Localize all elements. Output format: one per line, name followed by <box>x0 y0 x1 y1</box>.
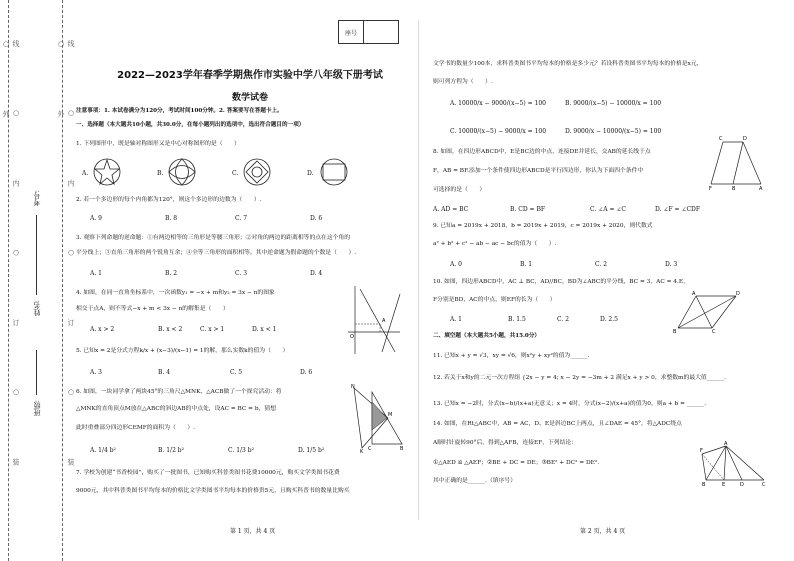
q4-opt-b: B. x < 2 <box>158 326 183 333</box>
q3-text-line2: 平分线上；③直角三角形的两个锐角互余；④全等三角形的面积相等。其中逆命题为假命题的个数是（ ）. <box>76 250 357 256</box>
svg-text:B: B <box>673 329 677 334</box>
q9-opt-d: D. 3 <box>665 261 678 268</box>
q2-opt-b: B. 8 <box>165 215 178 222</box>
q1-opt-c: C. <box>232 170 239 177</box>
q6-opt-c: C. 1/3 b² <box>228 447 255 454</box>
name-label: 姓名: <box>33 300 41 317</box>
q10-opt-d: D. 2.5 <box>600 316 618 323</box>
footer-page-1: 第 1 页，共 4 页 <box>230 528 276 535</box>
section-choice-header: 一、选择题（本大题共10小题，共30.0分，在每小题列出的选项中，选出符合题目的一项） <box>76 122 305 128</box>
q10-opt-a: A. 1 <box>450 316 462 323</box>
q3-opt-a: A. 1 <box>90 270 102 277</box>
q14-text-line4: 其中正确的是______.（填序号） <box>433 478 516 484</box>
q7-opt-d: D. 9000/x − 10000/(x−5) = 100 <box>565 128 662 135</box>
svg-text:C: C <box>762 482 766 486</box>
q7-text-line1: 7. 学校为创建“书香校园”，购买了一批图书，已知购买科普类图书花费10000元，购买文学类图书花费 <box>76 470 340 476</box>
q1-figure-b-circle <box>167 157 197 187</box>
q1-figure-c-circle <box>242 157 272 187</box>
page-divider <box>418 20 419 520</box>
q8-text-line1: 8. 如图，在四边形ABCD中，E是BC边的中点，连接DE并延长，交AB的延长线于点 <box>433 149 651 155</box>
q8-quadrilateral-figure <box>705 134 767 192</box>
svg-text:C: C <box>719 136 723 142</box>
q1-opt-a: A. <box>82 170 89 177</box>
svg-text:F: F <box>700 448 703 454</box>
seat-label: 座号 <box>339 21 364 44</box>
svg-text:A: A <box>692 291 696 297</box>
q8-opt-a: A. AD = BC <box>433 206 469 213</box>
seat-number-box <box>338 20 399 44</box>
q7-text-line3: 文学书的数量少100本，求科普类图书平均每本的价格是多少元？若设科普类图书平均每本的价格是x元， <box>433 61 703 67</box>
q3-opt-b: B. 2 <box>165 270 178 277</box>
q9-opt-a: A. 0 <box>450 261 462 268</box>
name-blank <box>36 250 37 295</box>
q4-graph-figure <box>340 284 402 356</box>
q1-figure-d-rect <box>317 157 351 187</box>
q8-text-line3: 可选择的是（ ） <box>433 187 486 193</box>
footer-page-2: 第 2 页，共 4 页 <box>580 528 626 535</box>
svg-text:D: D <box>743 136 747 142</box>
q7-text-line2: 9000元，其中科普类图书平均每本的价格比文学类图书平均每本的价格贵5元，且购买科普书的数量比购买 <box>76 488 350 494</box>
exam-no-label: 考号: <box>33 190 41 207</box>
q2-opt-a: A. 9 <box>90 215 102 222</box>
svg-text:A: A <box>759 186 763 192</box>
svg-text:M: M <box>388 412 393 418</box>
q10-opt-c: C. 2 <box>557 316 570 323</box>
q9-text-line1: 9. 已知a = 2019x + 2018，b = 2019x + 2019，c = 2019x + 2020，则代数式 <box>433 223 653 229</box>
q1-text: 1. 下列图形中，既是轴对称图形又是中心对称图形的是（ ） <box>76 141 240 147</box>
svg-text:O: O <box>350 334 354 340</box>
class-blank <box>36 350 37 395</box>
q4-text-line2: 相交于点A，则不等式−x + m < 3x − n的解集是（ ） <box>76 306 229 312</box>
svg-text:A: A <box>724 441 728 447</box>
svg-text:D: D <box>740 482 744 486</box>
q7-opt-c: C. 10000/(x−5) − 9000/x = 100 <box>450 128 547 135</box>
q6-text-line2: △MNK的直角顶点M放在△ABC的斜边AB的中点处，设AC = BC = b，猜想 <box>76 406 276 412</box>
q9-opt-b: B. 1 <box>520 261 533 268</box>
exam-title: 2022—2023学年春季学期焦作市实验中学八年级下册考试 <box>117 70 383 81</box>
q8-opt-c: C. ∠A = ∠C <box>590 206 627 213</box>
svg-text:B: B <box>400 446 404 452</box>
q10-text-line1: 10. 如图，四边形ABCD中，AC ⊥ BC，AD//BC，BD为∠ABC的平分线，BC = 3，AC = 4.E， <box>433 279 689 285</box>
svg-text:E: E <box>722 482 726 486</box>
q2-opt-d: D. 6 <box>310 215 323 222</box>
q9-opt-c: C. 2 <box>595 261 608 268</box>
notice: 注意事项：1. 本试卷满分为120分，考试时间100分钟。2. 答案要写在答题卡上。 <box>76 108 283 114</box>
q2-text: 2. 若一个多边形的每个内角都为120°，则这个多边形的边数为（ ）. <box>76 197 262 203</box>
q5-text: 5. 已知x = 2是分式方程k/x + (x−3)/(x−1) = 1的解，那么实数k的值为（ ） <box>76 348 289 354</box>
q8-opt-d: D. ∠F = ∠CDF <box>655 206 701 213</box>
svg-text:F: F <box>709 186 712 192</box>
q4-opt-c: C. x > 1 <box>200 326 225 333</box>
q5-opt-a: A. 3 <box>90 369 102 376</box>
q14-triangle-figure <box>700 440 770 486</box>
q3-opt-d: D. 4 <box>310 270 323 277</box>
q4-opt-a: A. x > 2 <box>90 326 115 333</box>
q10-text-line2: F分别是BD，AC的中点，则EF的长为（ ） <box>433 297 556 303</box>
svg-text:B: B <box>702 482 706 486</box>
q7-opt-b: B. 9000/(x−5) − 10000/x = 100 <box>565 100 662 107</box>
q5-opt-c: C. 5 <box>230 369 243 376</box>
svg-text:C: C <box>368 446 372 452</box>
svg-text:N: N <box>351 384 355 390</box>
inner-binding-text: 线 ○ 内 ○ 订 ○ 装 ○ 外 <box>57 40 75 496</box>
q7-opt-a: A. 10000/x − 9000/(x−5) = 100 <box>450 100 546 107</box>
q12-text: 12. 若关于x和y的二元一次方程组 {2x − y = 4; x − 2y = −3m + 2 满足x + y > 0，求整数m的最大值______. <box>433 375 726 381</box>
q5-opt-d: D. 6 <box>300 369 313 376</box>
q3-text-line1: 3. 观察下列命题的逆命题：①有两边相等的三角形是等腰三角形；②对角的两边的距离相等的点在这个角的 <box>76 235 351 241</box>
q6-opt-b: B. 1/2 b² <box>158 447 185 454</box>
q9-text-line2: a² + b² + c² − ab − ac − bc的值为（ ）. <box>433 241 557 247</box>
q7-text-line4: 则可列方程为（ ）. <box>433 79 493 85</box>
q13-text: 13. 已知x = −2时，分式(x−b)/(x+a)无意义；x = 4时，分式(x−2)/(x+a)的值为0，则a + b = ______. <box>433 401 707 407</box>
svg-text:A: A <box>382 318 386 324</box>
q2-opt-c: C. 7 <box>235 215 248 222</box>
outer-binding-text: 线 ○ 内 ○ 订 ○ 装 ○ 外 <box>2 40 20 496</box>
q6-triangles-figure <box>350 382 406 454</box>
q6-opt-d: D. 1/5 b² <box>298 447 325 454</box>
section-fill-header: 二、填空题（本大题共5小题，共15.0分） <box>433 333 541 339</box>
q4-text-line1: 4. 如图，在同一直角坐标系中，一次函数y₁ = −x + m和y₂ = 3x − n的图象 <box>76 290 275 296</box>
q5-opt-b: B. 4 <box>158 369 171 376</box>
q14-text-line3: ①△AED ≌ △AEF；②BE + DC = DE；③BE² + DC² = DE². <box>433 460 600 466</box>
q14-text-line1: 14. 如图，在Rt△ABC中，AB = AC，D、E是斜边BC上两点，且∠DAE = 45°，将△ADC绕点 <box>433 421 682 427</box>
q8-opt-b: B. CD = BF <box>510 206 546 213</box>
q11-text: 11. 已知x + y = √3，xy = √6，则x²y + xy²的值为______. <box>433 353 590 359</box>
q1-opt-d: D. <box>307 170 314 177</box>
seat-blank[interactable] <box>364 21 399 44</box>
q6-opt-a: A. 1/4 b² <box>90 447 116 454</box>
exam-subtitle: 数学试卷 <box>231 93 268 103</box>
svg-text:B: B <box>732 186 736 192</box>
svg-text:D: D <box>736 291 740 297</box>
q14-text-line2: A顺时针旋转90°后，得到△AFB，连接EF，下列结论： <box>433 440 577 446</box>
svg-text:C: C <box>712 329 716 334</box>
q6-text-line3: 此时重叠部分四边形CEMF的面积为（ ）. <box>76 425 196 431</box>
q8-text-line2: F，AB = BF.添加一个条件使四边形ABCD是平行四边形，你认为下面四个条件中 <box>433 168 644 174</box>
class-label: 班级: <box>33 400 41 417</box>
q1-opt-b: B. <box>157 170 164 177</box>
q10-opt-b: B. 1.5 <box>508 316 526 323</box>
q1-figure-a-star <box>92 157 122 187</box>
q4-opt-d: D. x < 1 <box>252 326 277 333</box>
q3-opt-c: C. 3 <box>235 270 248 277</box>
svg-text:K: K <box>360 449 364 454</box>
q10-quadrilateral-figure <box>672 290 742 334</box>
q6-text-line1: 6. 如图，一块同学拿了两块45°的三角尺△MNK、△ACB做了一个探究活动：将 <box>76 389 282 395</box>
